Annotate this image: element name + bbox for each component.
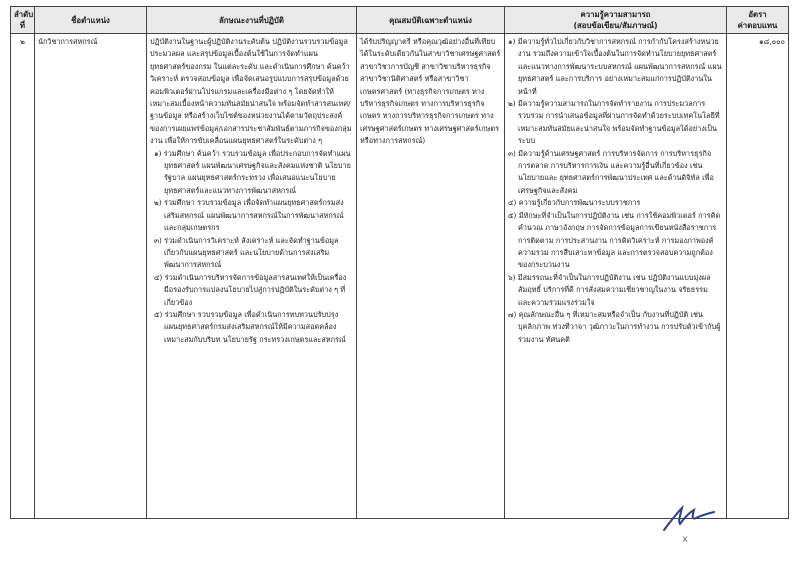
row-number: ๒ (11, 34, 35, 519)
header-row (11, 7, 789, 34)
header-competency: ความรู้ความสามารถ (สอบข้อเขียน/สัมภาษณ์) (505, 7, 727, 34)
header-duties: ลักษณะงานที่ปฏิบัติ (147, 7, 357, 34)
check-mark: x (682, 534, 688, 545)
list-item: ๒) ร่วมศึกษา รวบรวมข้อมูล เพื่อจัดทำแผนยุทธศาสตร์กรมส่งเสริมสหกรณ์ แผนพัฒนาการสหกรณ์ในการพัฒนาสหกรณ์และกลุ่มเกษตรกร (154, 198, 344, 233)
list-item: ๕) ร่วมศึกษา รวบรวมข้อมูล เพื่อดำเนินการทบทวนปรับปรุง แผนยุทธศาสตร์กรมส่งเสริมสหกรณ์ให้มีความสอดคล้องเหมาะสมกับบริบท นโยบายรัฐ กระทรวงเกษตรและสหกรณ์ (154, 309, 346, 344)
list-item: ๔) ร่วมดำเนินการบริหารจัดการข้อมูลสารสนเทศให้เป็นเครื่องมือรองรับการแปลงนโยบายไปสู่การปฏิบัติในระดับต่าง ๆ ที่เกี่ยวข้อง (154, 272, 347, 307)
duties-intro: ปฏิบัติงานในฐานะผู้ปฏิบัติงานระดับต้น ปฏิบัติงานรวบรวมข้อมูล ประมวลผล และสรุปข้อมูลเบื้องต้นใช้ในการจัดทำแผนยุทธศาสตร์ของกรม ในแต่ละระดับ และดำเนินการศึกษา ค้นคว้า วิเคราะห์ ตรวจสอบข้อมูล เพื่อจัดเสนอรูปแบบการสรุปข้อมูลด้วยคอมพิวเตอร์ผ่านโปรแกรมและเครื่องมือต่าง ๆ โดยจัดทำให้เหมาะสมเบื้องหน้าความทันสมัยน่าสนใจ พร้อมจัดทำสารสนเทศ/ฐานข้อมูล หรือสร้างเว็บไซต์ของหน่วยงานได้ตามวัตถุประสงค์ของการเผยแพร่ข้อมูล/เอกสารประชาสัมพันธ์ตามภารกิจของกลุ่มงาน เพื่อให้การขับเคลื่อนแผนยุทธศาสตร์ในระดับต่าง ๆ (150, 37, 352, 146)
list-item: ๓) ร่วมดำเนินการวิเคราะห์ สังเคราะห์ และจัดทำฐานข้อมูลเกี่ยวกับแผนยุทธศาสตร์ และนโยบายด้านการส่งเสริมพัฒนาการสหกรณ์ (154, 235, 339, 270)
list-item: ๗) คุณลักษณะอื่น ๆ ที่เหมาะสมหรือจำเป็น กับงานที่ปฏิบัติ เช่น บุคลิกภาพ ท่วงทีวาจา วุฒิภาวะในการทำงาน การปรับตัวเข้ากับผู้ร่วมงาน ทัศนคติ (508, 309, 721, 344)
header-salary: อัตรา ค่าตอบแทน (727, 7, 789, 34)
list-item: ๔) ความรู้เกี่ยวกับการพัฒนาระบบราชการ (508, 198, 641, 208)
competency-cell (505, 34, 727, 519)
list-item: ๑) ร่วมศึกษา ค้นคว้า รวบรวมข้อมูล เพื่อประกอบการจัดทำแผนยุทธศาสตร์ แผนพัฒนาเศรษฐกิจและสังคมแห่งชาติ นโยบายรัฐบาล แผนยุทธศาสตร์กระทรวง เพื่อเสนอแนะนโยบายยุทธศาสตร์และแนวทางการพัฒนาสหกรณ์ (154, 148, 351, 195)
list-item: ๓) มีความรู้ด้านเศรษฐศาสตร์ การบริหารจัดการ การบริหารธุรกิจ การตลาด การบริหารการเงิน และความรู้อื่นที่เกี่ยวข้อง เช่น นโยบายและ ยุทธศาสตร์การพัฒนาประเทศ และด้านดิจิทัล เพื่อเศรษฐกิจและสังคม (508, 148, 714, 195)
header-qualifications: คุณสมบัติเฉพาะตำแหน่ง (357, 7, 505, 34)
duties-cell (147, 34, 357, 519)
list-item: ๑) มีความรู้ทั่วไปเกี่ยวกับวิชาการสหกรณ์ การกำกับโครงสร้างหน่วยงาน รวมถึงความเข้าใจเบื้องต้นในการจัดทำนโยบายยุทธศาสตร์ และแนวทางการพัฒนาระบบสหกรณ์ แผนพัฒนาการสหกรณ์ แผนยุทธศาสตร์ และการบริการ อย่างเหมาะสมแก่การปฏิบัติงานในหน้าที่ (508, 37, 722, 96)
list-item: ๒) มีความรู้ความสามารถในการจัดทำรายงาน การประมวลการรวบรวม การนำเสนอข้อมูลที่ผ่านการจัดทำด้วยระบบเทคโนโลยีที่เหมาะสมทันสมัยและน่าสนใจ พร้อมจัดทำฐานข้อมูลได้อย่างเป็นระบบ (508, 99, 720, 146)
header-position: ชื่อตำแหน่ง (35, 7, 147, 34)
salary-value: ๑๘,๐๐๐ (727, 34, 789, 519)
list-item: ๖) มีสมรรถนะที่จำเป็นในการปฏิบัติงาน เช่น ปฏิบัติงานแบบมุ่งผลสัมฤทธิ์ บริการที่ดี การสั่งสมความเชี่ยวชาญในงาน จริยธรรม และความร่วมแรงร่วมใจ (508, 272, 711, 307)
position-table (10, 6, 789, 519)
signature-icon (660, 500, 716, 534)
competency-list (508, 36, 723, 346)
header-no: ลำดับที่ (11, 7, 35, 34)
table-row (11, 34, 789, 519)
list-item: ๕) มีทักษะที่จำเป็นในการปฏิบัติงาน เช่น การใช้คอมพิวเตอร์ การคิดคำนวณ ภาษาอังกฤษ การจัดการข้อมูลการเขียนหนังสือราชการ การติดตาม การประสานงาน การคิดวิเคราะห์ การมองภาพองค์ความรวม การสืบเสาะหาข้อมูล และการตรวจสอบความถูกต้องของกระบวนงาน (508, 210, 721, 270)
qualifications-cell: ได้รับปริญญาตรี หรือคุณวุฒิอย่างอื่นที่เทียบได้ในระดับเดียวกันในสาขาวิชาเศรษฐศาสตร์ สาขาวิชาการบัญชี สาขาวิชาบริหารธุรกิจ สาขาวิชานิติศาสตร์ หรือสาขาวิชาเกษตรศาสตร์ (ทางธุรกิจการเกษตร ทางบริหารธุรกิจเกษตร ทางการบริหารธุรกิจเกษตร ทางการบริหารธุรกิจการเกษตร ทางเศรษฐศาสตร์เกษตร ทางเศรษฐศาสตร์เกษตร หรือทางการสหกรณ์) (357, 34, 505, 519)
duties-list (150, 148, 353, 347)
position-name: นักวิชาการสหกรณ์ (35, 34, 147, 519)
